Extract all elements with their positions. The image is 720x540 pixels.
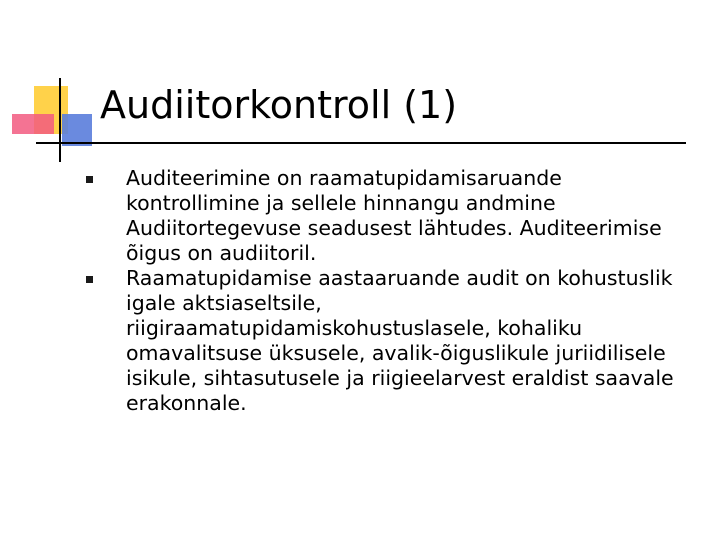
slide-title: Audiitorkontroll (1) xyxy=(100,83,458,127)
bullet-square-icon xyxy=(86,176,93,183)
bullet-list xyxy=(86,166,686,416)
bullet-text: Raamatupidamise aastaaruande audit on kohustuslik igale aktsiaseltsile, riigiraamatupidamiskohustuslasele, kohaliku omavalitsuse üksusele, avalik-õiguslikule juriidilisele isikule, sihtasutusele ja riigieelarvest eraldist saavale erakonnale. xyxy=(126,266,674,415)
bullet-item xyxy=(86,266,686,416)
logo-pink-bar xyxy=(12,114,54,134)
bullet-square-icon xyxy=(86,276,93,283)
bullet-item xyxy=(86,166,686,266)
title-underline xyxy=(36,142,686,144)
bullet-text: Auditeerimine on raamatupidamisaruande kontrollimine ja sellele hinnangu andmine Audiitortegevuse seadusest lähtudes. Auditeerimise õigus on audiitoril. xyxy=(126,166,662,265)
